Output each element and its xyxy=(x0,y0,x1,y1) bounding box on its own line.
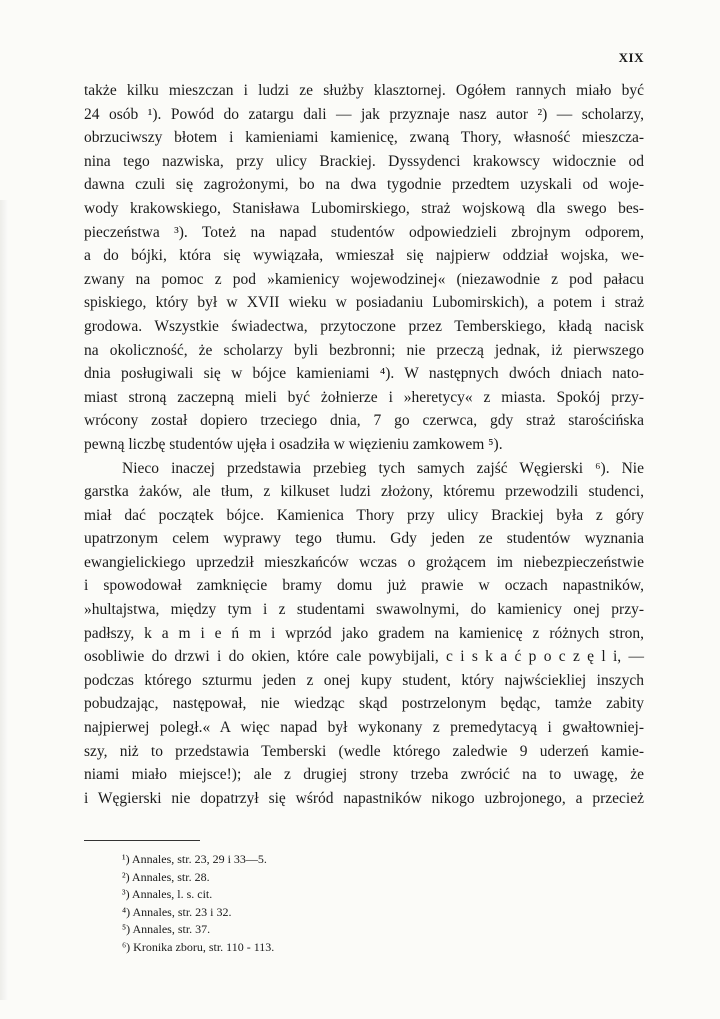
text-line: pieczeństwa ³). Toteż na napad studentów odpowiedzieli zbrojnym odporem, xyxy=(84,223,644,241)
text-line: miał dać początek bójce. Kamienica Thory przy ulicy Brackiej była z góry xyxy=(84,506,644,524)
text-line: na okoliczność, że scholarzy byli bezbronni; nie przeczą jednak, iż pierwszego xyxy=(84,341,644,359)
text-line: i Węgierski nie dopatrzył się wśród napastników nikogo uzbrojonego, a przecież xyxy=(84,789,644,807)
text-line: spiskiego, który był w XVII wieku w posiadaniu Lubomirskich), a potem i straż xyxy=(84,294,644,312)
text-line: i spowodował zamknięcie bramy domu już prawie w oczach napastników, xyxy=(84,577,644,595)
text-line: wody krakowskiego, Stanisława Lubomirskiego, straż wojskową dla swego bes- xyxy=(84,199,644,217)
text-line: nina tego nazwiska, przy ulicy Brackiej. Dyssydenci krakowscy widocznie od xyxy=(84,152,644,170)
footnote: ²) Annales, str. 28. xyxy=(122,869,210,884)
text-line: zwany na pomoc z pod »kamienicy wojewodzinej« (niezawodnie z pod pałacu xyxy=(84,270,644,288)
text-line: podczas którego szturmu jeden z onej kupy student, który najwściekliej inszych xyxy=(84,671,644,689)
text-line: ewangielickiego uprzedził mieszkańców wczas o grożącem im niebezpieczeństwie xyxy=(84,553,644,571)
text-line: garstka żaków, ale tłum, z kilkuset ludzi złożony, któremu przewodzili studenci, xyxy=(84,483,644,501)
text-line: także kilku mieszczan i ludzi ze służby klasztornej. Ogółem rannych miało być xyxy=(84,82,644,99)
footnote: ⁶) Kronika zboru, str. 110 - 113. xyxy=(122,939,275,954)
paragraph-last-line: pewną liczbę studentów ujęła i osadziła w więzieniu zamkowem ⁵). xyxy=(84,435,503,453)
text-line: niami miało miejsce!); ale z drugiej strony trzeba zwrócić na to uwagę, że xyxy=(84,766,644,784)
text-line: padłszy, k a m i e ń m i wprzód jako gradem na kamienicę z różnych stron, xyxy=(84,624,644,642)
text-line: najpierwej poległ.« A więc napad był wykonany z premedytacyą i gwałtowniej- xyxy=(84,719,644,737)
text-line: a do bójki, która się wywiązała, wmieszał się najpierw oddział wojska, we- xyxy=(84,247,644,265)
text-line: grodowa. Wszystkie świadectwa, przytoczone przez Temberskiego, kładą nacisk xyxy=(84,317,644,335)
text-line: upatrzonym celem wyprawy tego tłumu. Gdy jeden ze studentów wyznania xyxy=(84,530,644,548)
footnotes xyxy=(122,851,442,956)
footnote: ¹) Annales, str. 23, 29 i 33—5. xyxy=(122,852,267,866)
text-line: 24 osób ¹). Powód do zatargu dali — jak przyznaje nasz autor ²) — scholarzy, xyxy=(84,105,644,123)
scan-margin-shadow xyxy=(0,200,8,1000)
page-number: XIX xyxy=(618,50,644,65)
footnote: ³) Annales, l. s. cit. xyxy=(122,887,213,901)
text-line: pobudzając, następował, nie wiedząc skąd postrzelonym będąc, tamże zabity xyxy=(84,695,644,713)
footnote-separator xyxy=(84,840,200,841)
text-line: miast stroną zaczepną mieli być żołnierze i »heretycy« z miasta. Spokój przy- xyxy=(84,388,644,406)
text-line: »hultajstwa, między tym i z studentami swawolnymi, do kamienicy onej przy- xyxy=(84,601,644,619)
footnote: ⁵) Annales, str. 37. xyxy=(122,922,211,936)
text-line: dawna czuli się zagrożonymi, bo na dwa tygodnie przedtem uzyskali od woje- xyxy=(84,176,644,194)
text-line: szy, niż to przedstawia Temberski (wedle którego zaledwie 9 uderzeń kamie- xyxy=(84,742,644,760)
text-line: dnia posługiwali się w bójce kamieniami ⁴). W następnych dwóch dniach nato- xyxy=(84,365,644,383)
text-line: obrzuciwszy błotem i kamieniami kamienicę, zwaną Thory, własność mieszcza- xyxy=(84,129,644,147)
body-text xyxy=(84,79,644,810)
text-line: wrócony został dopiero trzeciego dnia, 7 go czerwca, gdy straż starościńska xyxy=(84,412,644,430)
footnote: ⁴) Annales, str. 23 i 32. xyxy=(122,904,232,919)
paragraph-first-line: Nieco inaczej przedstawia przebieg tych samych zajść Węgierski ⁶). Nie xyxy=(122,459,644,477)
text-line: osobliwie do drzwi i do okien, które cale powybijali, c i s k a ć p o c z ę l i, — xyxy=(84,648,644,666)
